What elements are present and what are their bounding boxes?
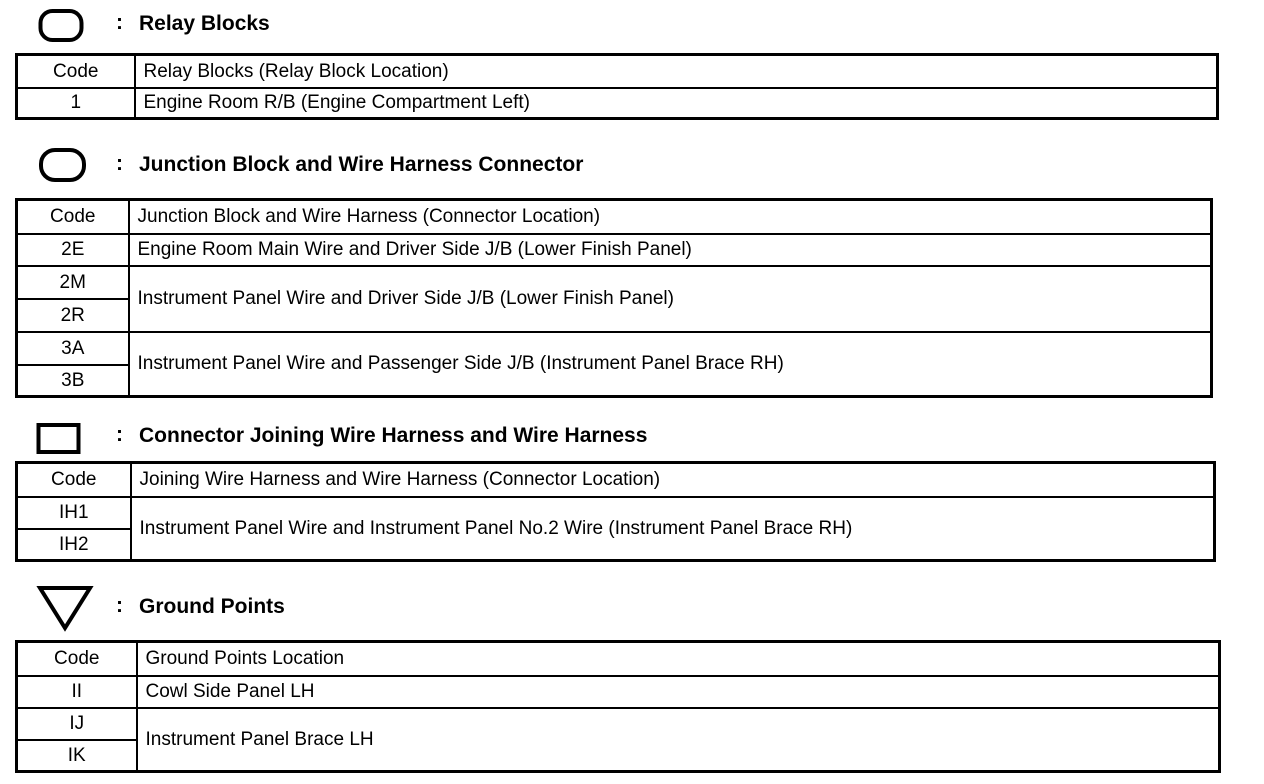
section-colon: : xyxy=(116,152,123,175)
rectangle-symbol-icon xyxy=(36,421,82,455)
code-cell: 2E xyxy=(17,234,129,266)
description-header: Junction Block and Wire Harness (Connector Location) xyxy=(129,200,1212,234)
section-colon: : xyxy=(116,594,123,617)
description-header: Ground Points Location xyxy=(137,642,1220,676)
table-row xyxy=(17,708,1220,740)
description-cell: Instrument Panel Brace LH xyxy=(137,708,1220,772)
code-cell: 3B xyxy=(17,365,129,397)
ground-points-table xyxy=(15,640,1221,773)
code-header: Code xyxy=(17,200,129,234)
description-cell: Cowl Side Panel LH xyxy=(137,676,1220,708)
relay-blocks-header xyxy=(0,4,600,44)
code-cell: 2M xyxy=(17,266,129,299)
section-title: Relay Blocks xyxy=(139,12,270,35)
triangle-symbol-icon xyxy=(36,584,94,634)
section-colon: : xyxy=(116,423,123,446)
table-row xyxy=(17,88,1218,119)
code-cell: II xyxy=(17,676,137,708)
section-colon: : xyxy=(116,11,123,34)
table-header-row xyxy=(17,642,1220,676)
code-header: Code xyxy=(17,55,135,88)
code-cell: IJ xyxy=(17,708,137,740)
code-cell: IH2 xyxy=(17,529,131,561)
description-cell: Instrument Panel Wire and Instrument Panel No.2 Wire (Instrument Panel Brace RH) xyxy=(131,497,1215,561)
code-header: Code xyxy=(17,463,131,497)
description-cell: Engine Room R/B (Engine Compartment Left) xyxy=(135,88,1218,119)
section-title: Connector Joining Wire Harness and Wire Harness xyxy=(139,424,648,447)
oval-symbol-icon xyxy=(38,146,88,184)
code-cell: IH1 xyxy=(17,497,131,529)
junction-block-table xyxy=(15,198,1213,398)
table-header-row xyxy=(17,55,1218,88)
junction-block-header xyxy=(0,146,700,186)
rounded-rect-symbol-icon xyxy=(38,8,86,42)
description-header: Relay Blocks (Relay Block Location) xyxy=(135,55,1218,88)
description-cell: Engine Room Main Wire and Driver Side J/B (Lower Finish Panel) xyxy=(129,234,1212,266)
section-title: Junction Block and Wire Harness Connector xyxy=(139,153,584,176)
code-cell: IK xyxy=(17,740,137,772)
table-row xyxy=(17,266,1212,299)
table-header-row xyxy=(17,463,1215,497)
description-cell: Instrument Panel Wire and Driver Side J/B (Lower Finish Panel) xyxy=(129,266,1212,332)
code-cell: 1 xyxy=(17,88,135,119)
code-cell: 2R xyxy=(17,299,129,332)
table-row xyxy=(17,497,1215,529)
connector-joining-table xyxy=(15,461,1216,562)
table-row xyxy=(17,234,1212,266)
table-row xyxy=(17,676,1220,708)
code-header: Code xyxy=(17,642,137,676)
description-header: Joining Wire Harness and Wire Harness (Connector Location) xyxy=(131,463,1215,497)
table-header-row xyxy=(17,200,1212,234)
table-row xyxy=(17,332,1212,365)
section-title: Ground Points xyxy=(139,595,285,618)
description-cell: Instrument Panel Wire and Passenger Side J/B (Instrument Panel Brace RH) xyxy=(129,332,1212,397)
relay-blocks-table xyxy=(15,53,1219,120)
connector-joining-header xyxy=(0,417,800,457)
ground-points-header xyxy=(0,584,500,624)
code-cell: 3A xyxy=(17,332,129,365)
